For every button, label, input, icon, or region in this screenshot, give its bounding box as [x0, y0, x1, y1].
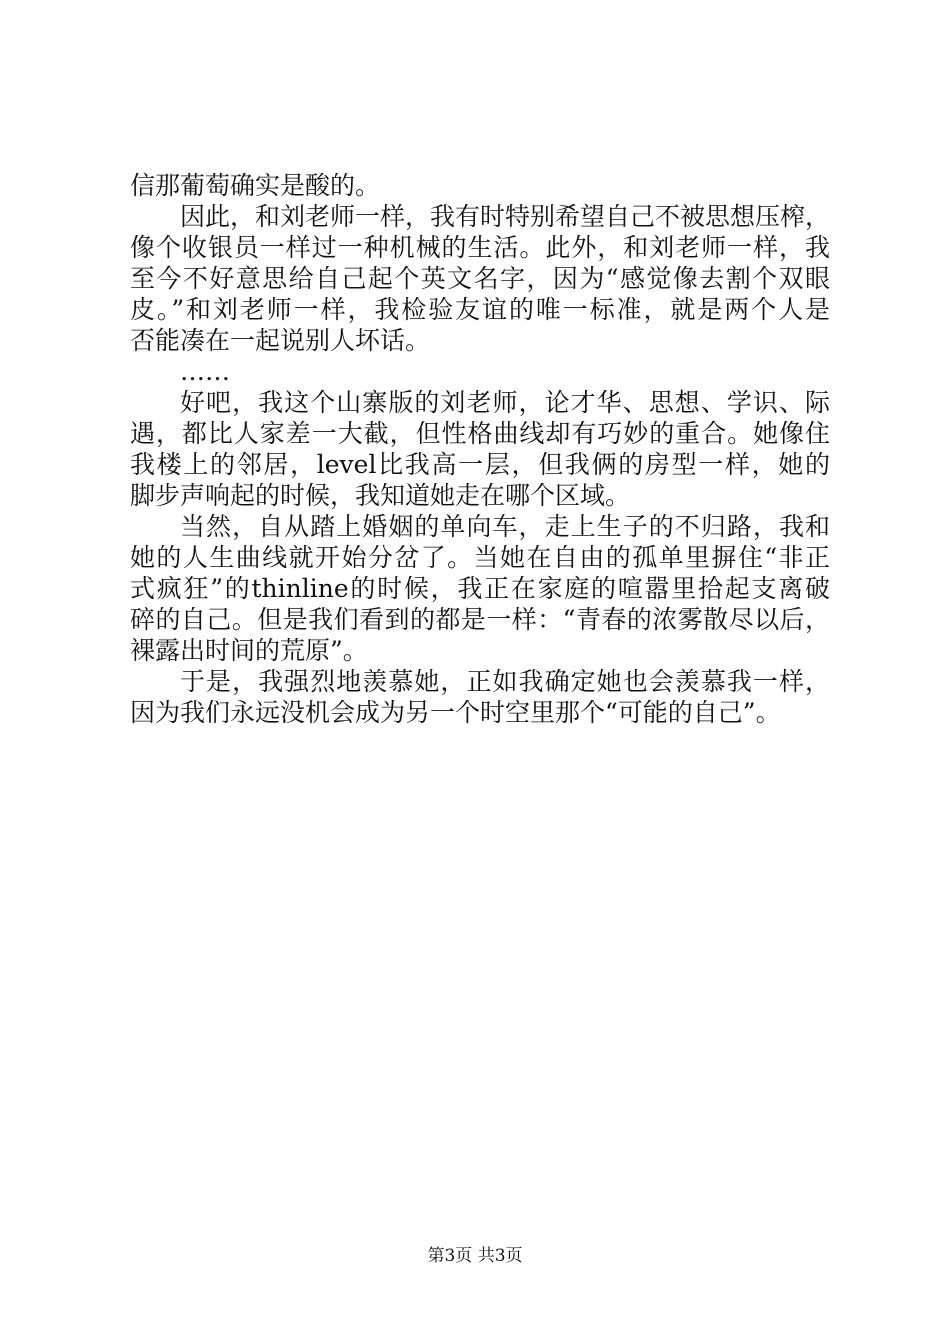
paragraph-line: 否能凑在一起说别人坏话。 — [130, 326, 431, 355]
paragraph-line: 至今不好意思给自己起个英文名字，因为“感觉像去割个双眼 — [130, 264, 830, 293]
paragraph-line: 信那葡萄确实是酸的。 — [130, 171, 381, 200]
paragraph-line: 当然，自从踏上婚姻的单向车，走上生子的不归路，我和 — [180, 512, 830, 541]
ellipsis-line: …… — [180, 357, 230, 386]
body-text — [130, 170, 830, 728]
paragraph-line: 式疯狂”的thinline的时候，我正在家庭的喧嚣里拾起支离破 — [130, 574, 830, 603]
paragraph-line: 碎的自己。但是我们看到的都是一样：“青春的浓雾散尽以后， — [130, 605, 830, 634]
paragraph-line: 我楼上的邻居，level比我高一层，但我俩的房型一样，她的 — [130, 450, 830, 479]
paragraph-line: 于是，我强烈地羡慕她，正如我确定她也会羡慕我一样， — [180, 667, 830, 696]
paragraph-line: 因此，和刘老师一样，我有时特别希望自己不被思想压榨， — [180, 202, 831, 231]
paragraph-line: 像个收银员一样过一种机械的生活。此外，和刘老师一样，我 — [130, 233, 830, 262]
paragraph-line: 皮。”和刘老师一样，我检验友谊的唯一标准，就是两个人是 — [130, 295, 830, 324]
page-number-footer: 第3页 共3页 — [427, 1246, 523, 1266]
paragraph-line: 她的人生曲线就开始分岔了。当她在自由的孤单里摒住“非正 — [130, 543, 830, 572]
paragraph-line: 脚步声响起的时候，我知道她走在哪个区域。 — [130, 481, 631, 510]
paragraph-line: 遇，都比人家差一大截，但性格曲线却有巧妙的重合。她像住 — [130, 419, 830, 448]
paragraph-line: 裸露出时间的荒原”。 — [130, 636, 368, 665]
paragraph-line: 好吧，我这个山寨版的刘老师，论才华、思想、学识、际 — [180, 388, 830, 417]
paragraph-line: 因为我们永远没机会成为另一个时空里那个“可能的自己”。 — [130, 698, 781, 727]
